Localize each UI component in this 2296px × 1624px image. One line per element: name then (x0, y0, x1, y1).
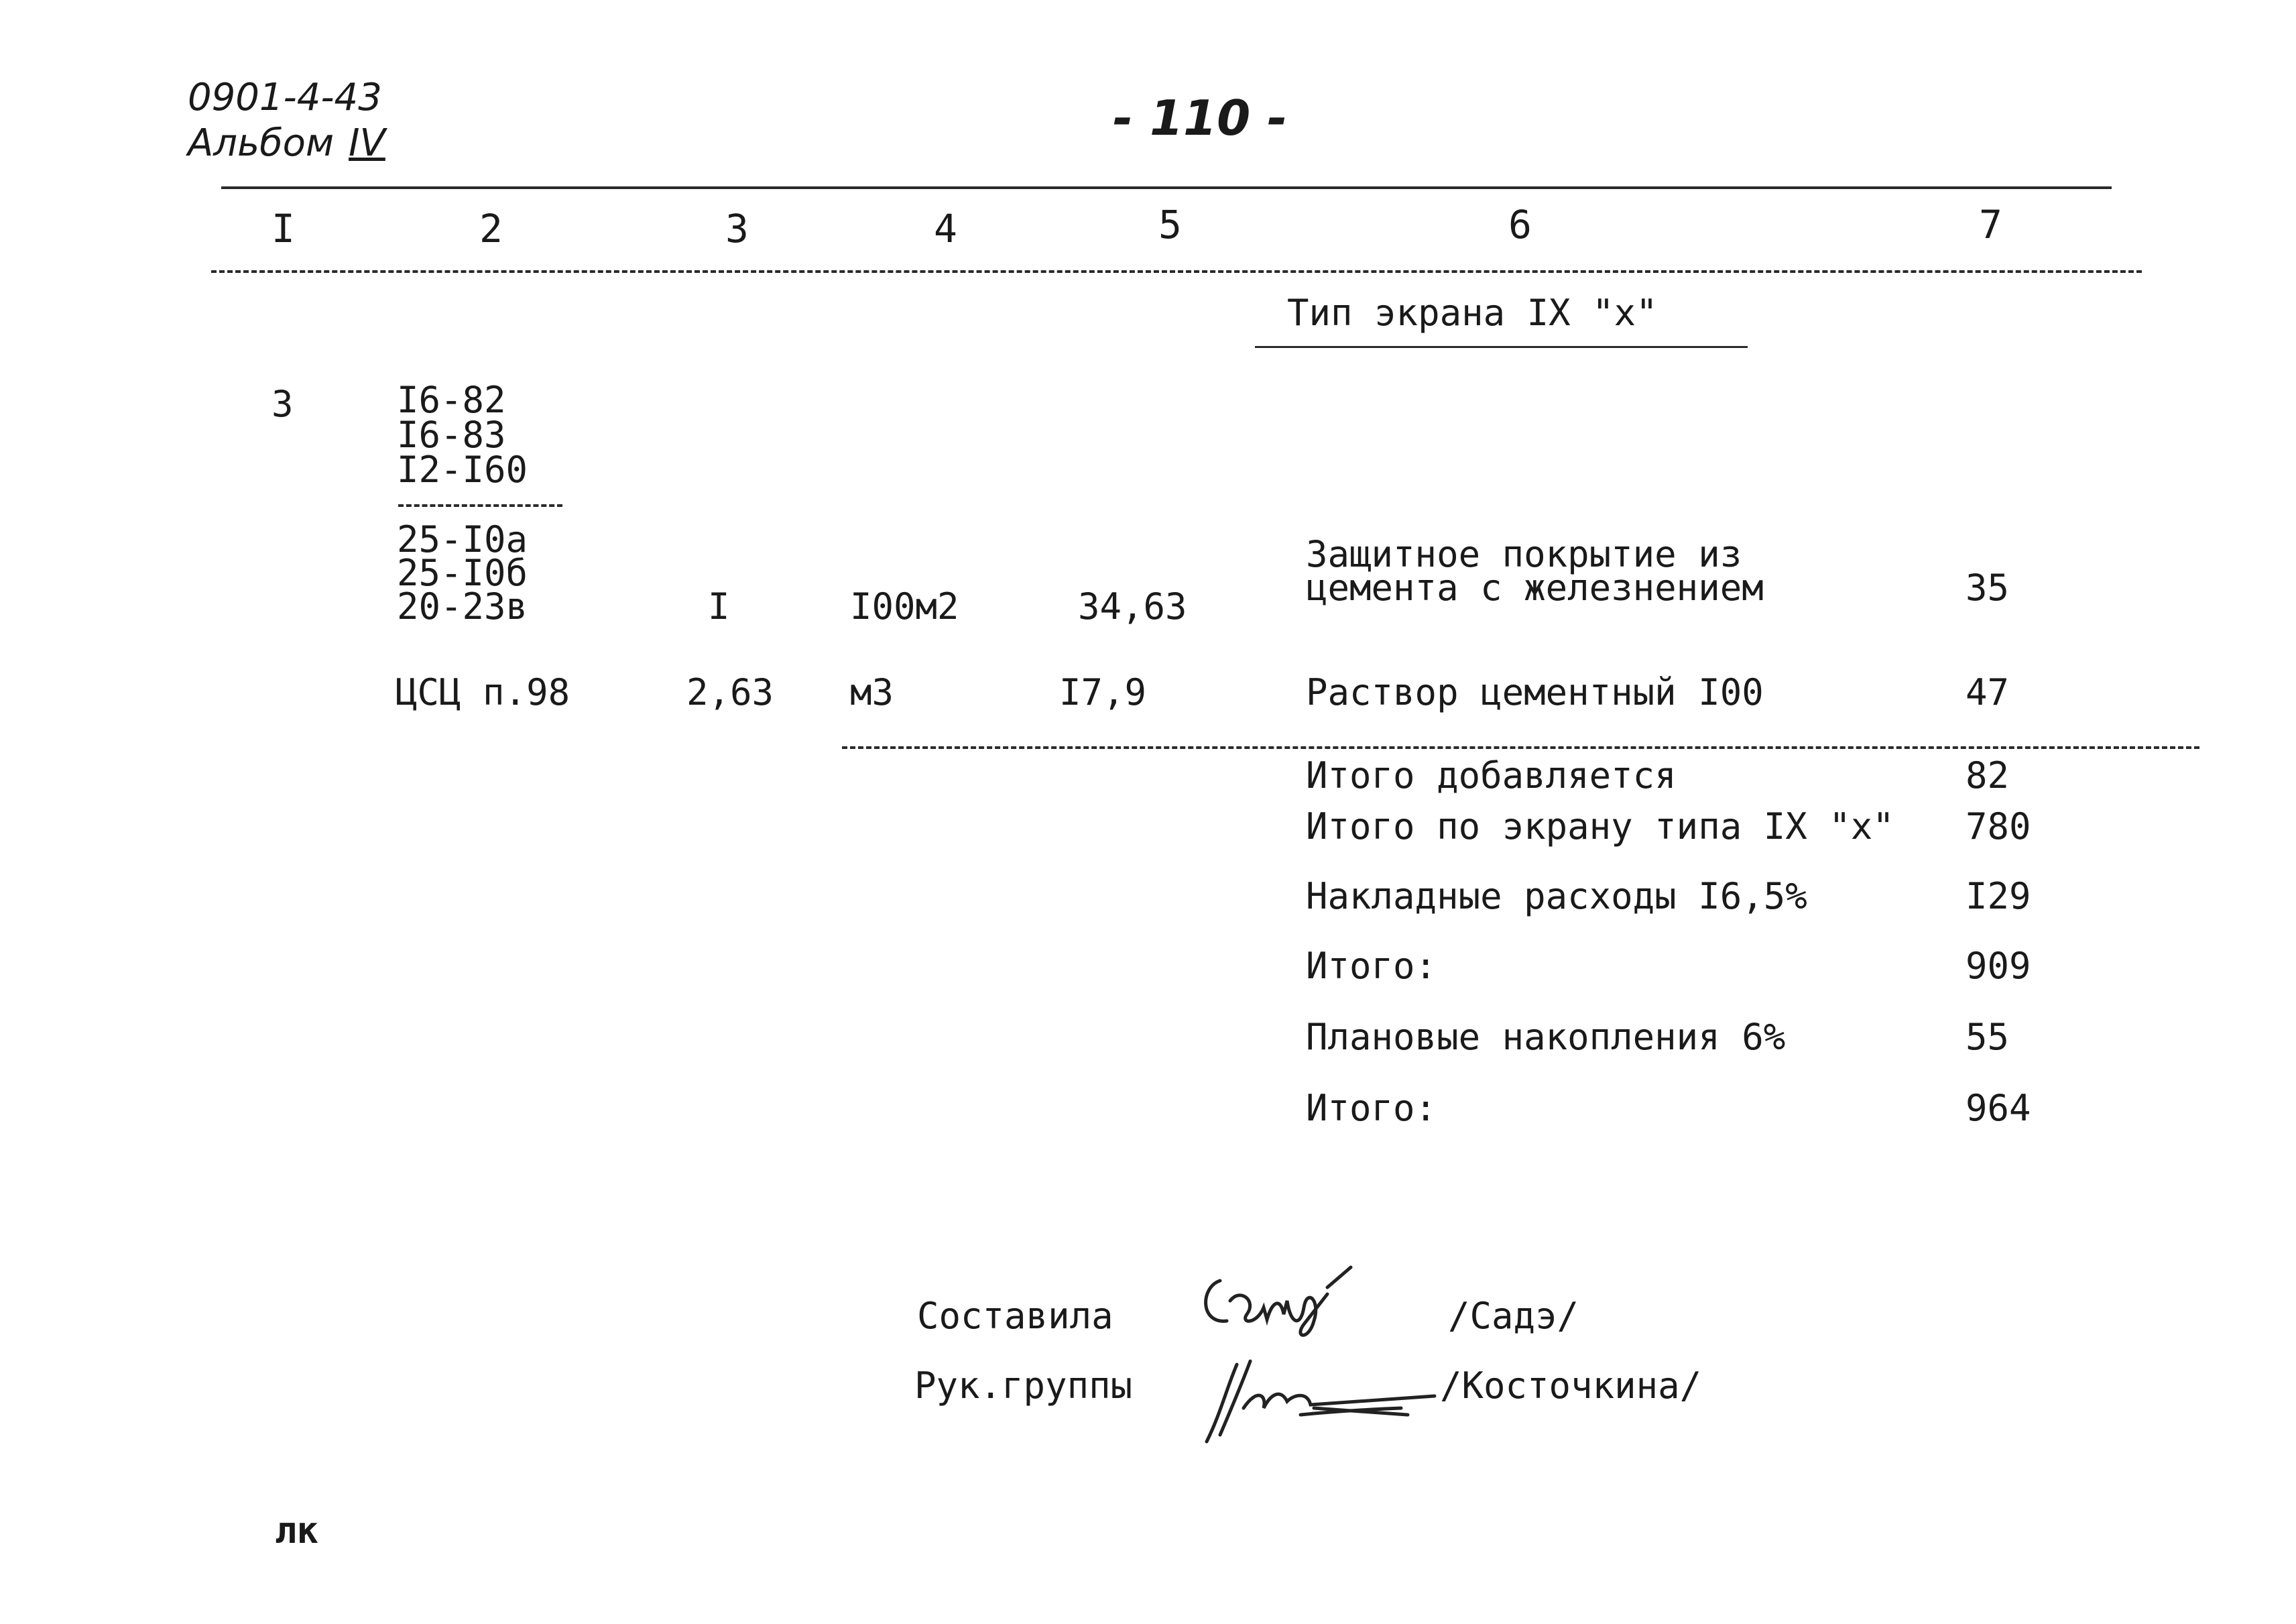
item-2-unit: м3 (850, 671, 894, 713)
section-title: Тип экрана IX "х" (1287, 292, 1658, 334)
summary-value-4: 909 (1966, 945, 2031, 987)
row-number: 3 (271, 383, 294, 425)
group-head-signature (1193, 1348, 1435, 1448)
code-bottom-2: 25-I0б (397, 552, 528, 594)
item-2-code: ЦСЦ п.98 (396, 671, 570, 713)
summary-label-2: Итого по экрану типа IX "х" (1306, 805, 1894, 848)
group-head-label: Рук.группы (914, 1365, 1133, 1407)
summary-value-2: 780 (1966, 805, 2031, 848)
item-1-unit: I00м2 (850, 585, 959, 628)
column-number-1: I (271, 206, 295, 251)
summary-divider (842, 746, 2199, 749)
column-number-6: 6 (1508, 202, 1532, 247)
group-head-name: /Косточкина/ (1440, 1365, 1702, 1407)
section-title-underline (1255, 346, 1748, 348)
summary-value-5: 55 (1966, 1016, 2010, 1058)
code-top-2: I6-83 (397, 414, 506, 456)
item-1-price: 34,63 (1078, 585, 1187, 628)
column-number-2: 2 (479, 206, 503, 251)
summary-value-6: 964 (1966, 1087, 2031, 1129)
item-2-price: I7,9 (1059, 671, 1147, 713)
code-bottom-1: 25-I0а (397, 518, 528, 561)
summary-label-6: Итого: (1306, 1087, 1437, 1129)
summary-label-1: Итого добавляется (1306, 754, 1677, 797)
compiled-signature (1193, 1261, 1381, 1354)
item-1-description-line2: цемента с железнением (1306, 567, 1764, 609)
item-2-total: 47 (1966, 671, 2010, 713)
code-top-1: I6-82 (397, 379, 506, 421)
item-2-description: Раствор цементный I00 (1306, 671, 1764, 713)
compiled-by-label: Составила (917, 1295, 1113, 1337)
code-group-divider (398, 504, 562, 507)
item-2-qty: 2,63 (686, 671, 774, 713)
compiled-by-name: /Садэ/ (1448, 1295, 1579, 1337)
item-1-total: 35 (1966, 567, 2010, 609)
code-bottom-3: 20-23в (397, 585, 528, 628)
code-top-3: I2-I60 (397, 449, 528, 491)
summary-label-3: Накладные расходы I6,5% (1306, 875, 1807, 917)
item-1-description-line1: Защитное покрытие из (1306, 533, 1742, 575)
item-1-qty: I (708, 585, 730, 628)
summary-value-1: 82 (1966, 754, 2010, 797)
footer-mark: лк (275, 1509, 319, 1552)
column-number-3: 3 (725, 206, 749, 251)
page-number: - 110 - (1113, 90, 1288, 146)
header-bottom-rule (211, 270, 2142, 273)
column-number-7: 7 (1979, 202, 2002, 247)
album-number: IV (349, 121, 385, 165)
column-number-5: 5 (1158, 202, 1182, 247)
summary-value-3: I29 (1966, 875, 2031, 917)
summary-label-4: Итого: (1306, 945, 1437, 987)
summary-label-5: Плановые накопления 6% (1306, 1016, 1786, 1058)
column-number-4: 4 (934, 206, 957, 251)
header-top-rule (221, 186, 2112, 189)
document-code: 0901-4-43 (188, 76, 382, 119)
album-label: Альбом (188, 121, 335, 165)
